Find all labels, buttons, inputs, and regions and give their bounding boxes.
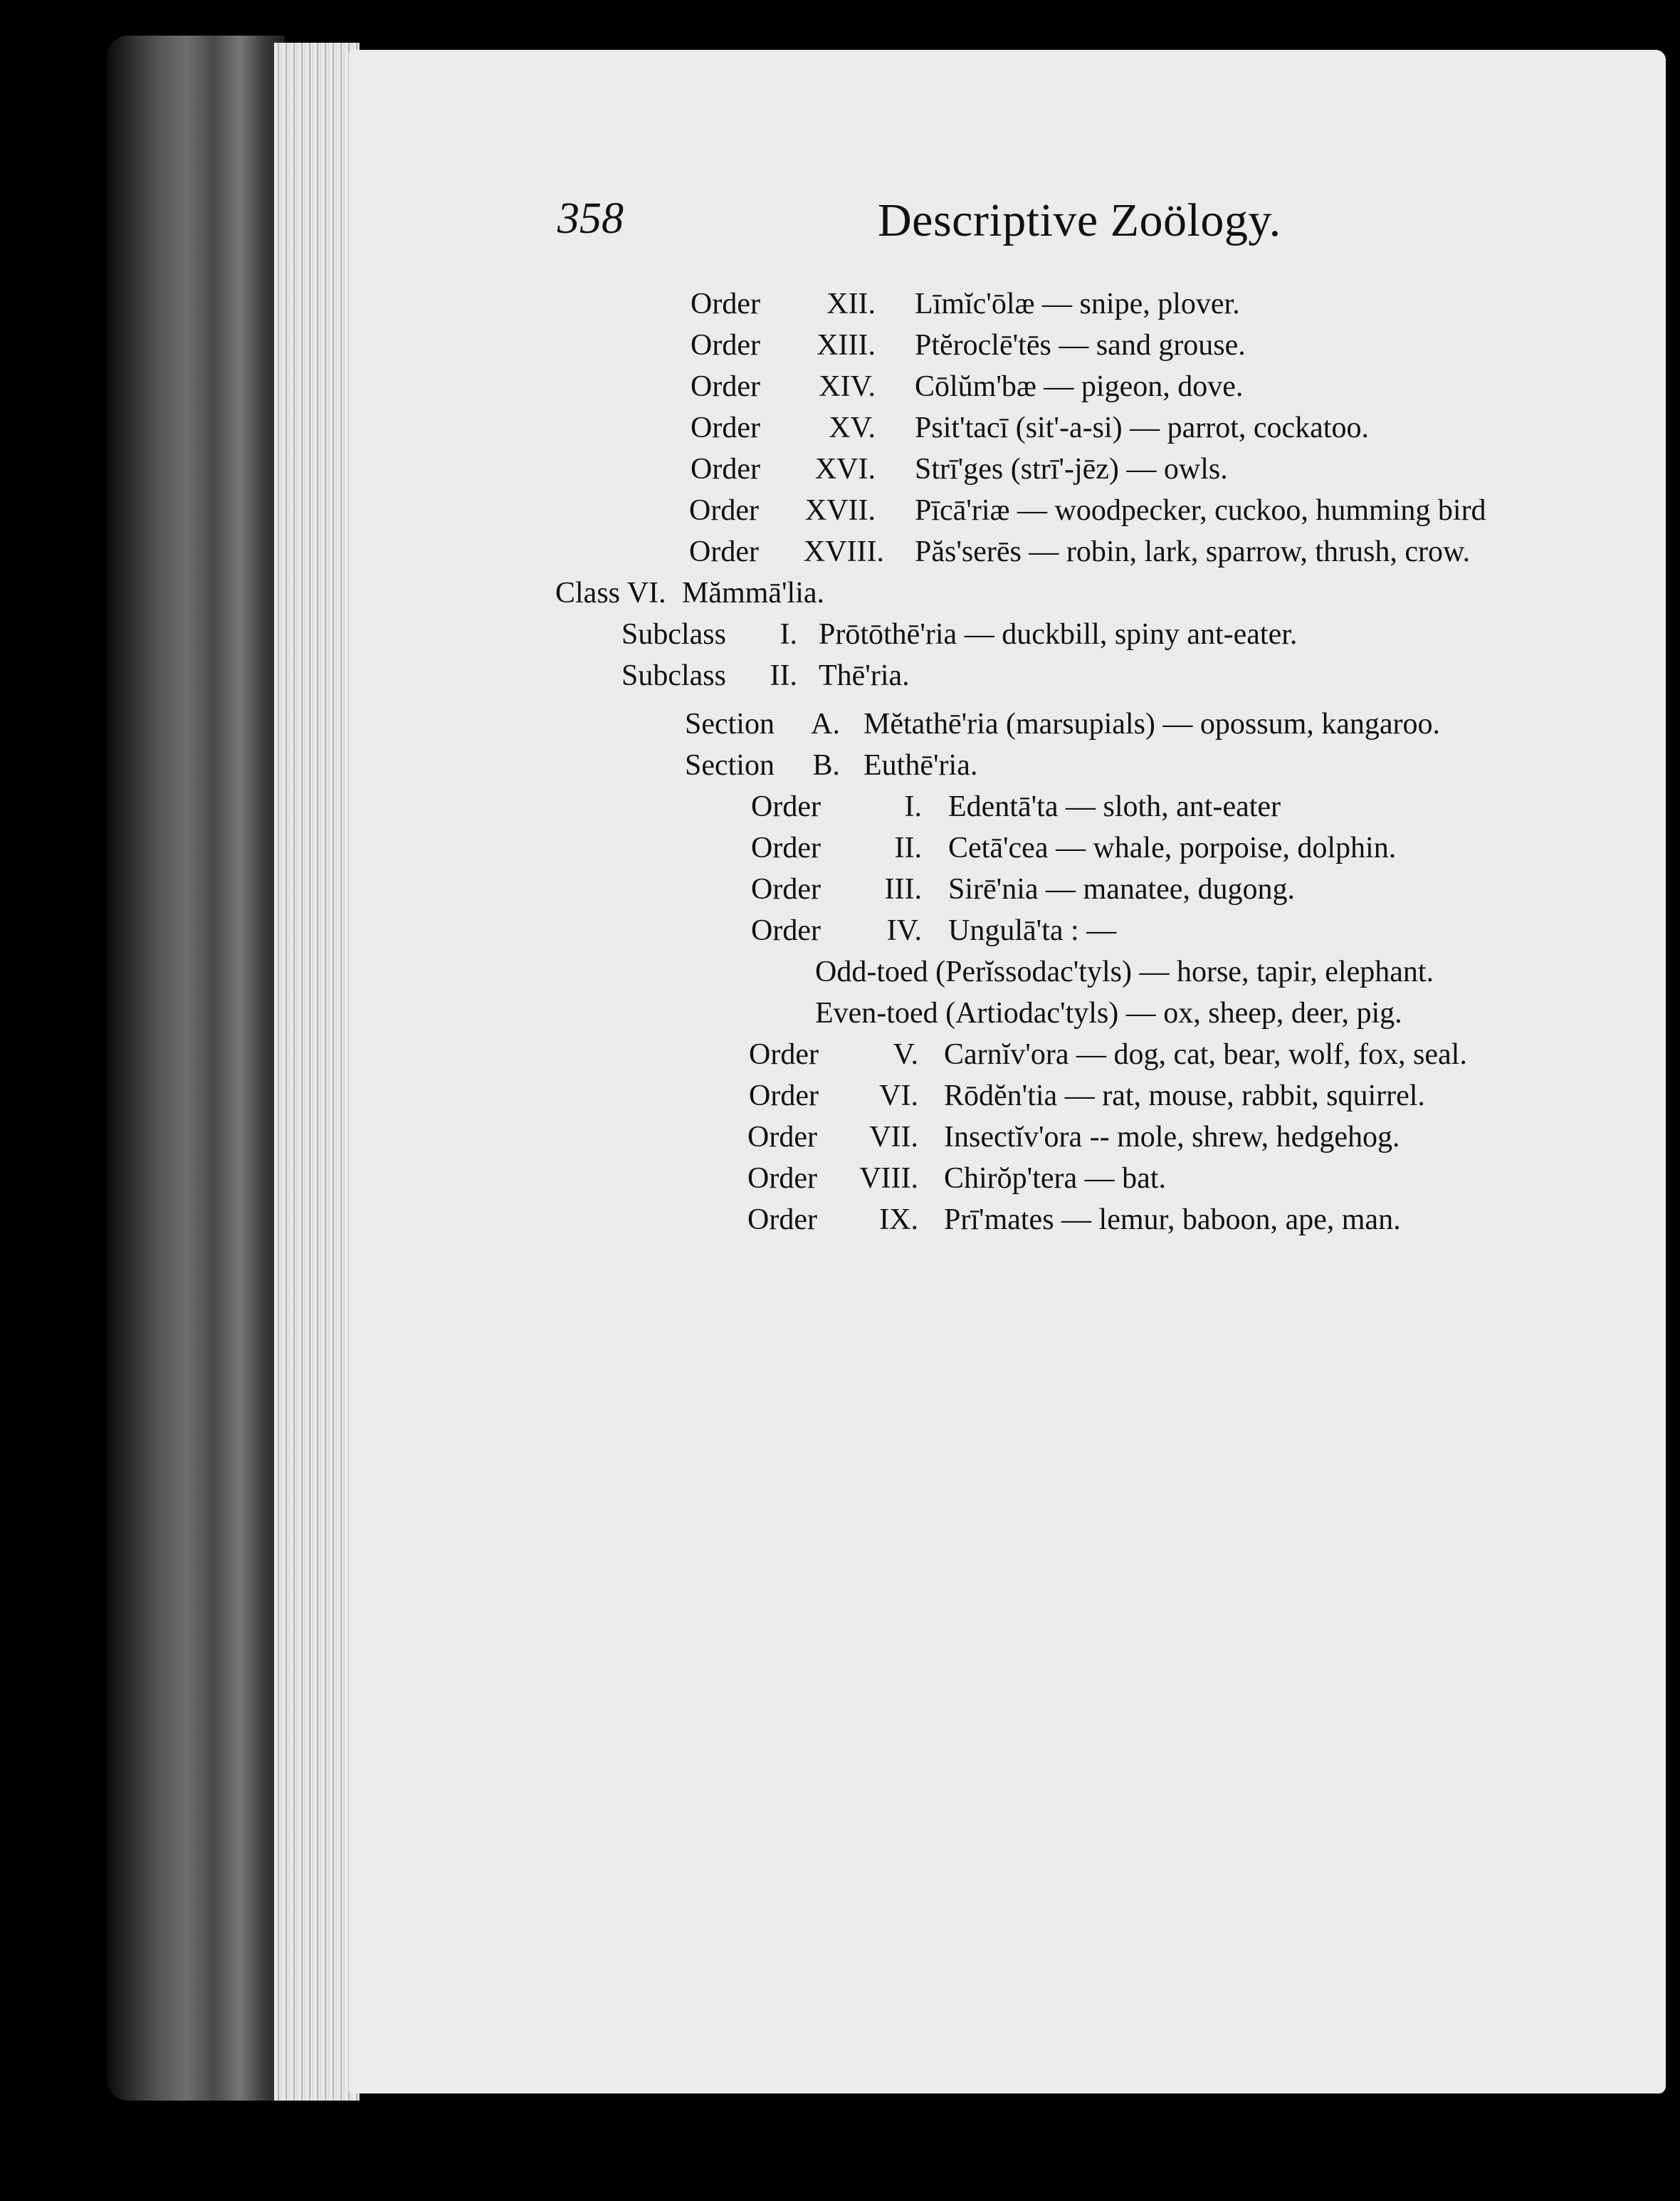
entry-label: Subclass [621, 659, 726, 692]
list-item [0, 788, 1680, 826]
entry-text: Euthē'ria. [863, 749, 978, 782]
entry-text: Carnĭv'ora — dog, cat, bear, wolf, fox, seal. [944, 1038, 1467, 1071]
entry-numeral: XII. [826, 288, 876, 320]
entry-label: Order [747, 1121, 817, 1154]
list-item [0, 574, 1680, 612]
entry-label: Order [751, 914, 821, 947]
entry-numeral: V. [893, 1038, 918, 1071]
entry-label: Subclass [621, 618, 726, 651]
entry-label: Order [689, 494, 759, 527]
entry-numeral: A. [811, 708, 840, 741]
entry-label: Order [749, 1079, 819, 1112]
entry-numeral: XVIII. [803, 535, 884, 568]
entry-numeral: XV. [829, 412, 876, 444]
entry-text: Chirŏp'tera — bat. [944, 1162, 1166, 1195]
list-item [0, 1077, 1680, 1115]
list-item [0, 911, 1680, 950]
list-item [0, 1118, 1680, 1156]
entry-label: Order [691, 329, 760, 362]
entry-numeral: XIII. [817, 329, 876, 362]
entry-text: Ungulā'ta : — [948, 914, 1117, 947]
entry-text: Mĕtathē'ria (marsupials) — opossum, kangaroo. [863, 708, 1441, 741]
entry-numeral: XIV. [819, 370, 876, 403]
entry-numeral: VIII. [859, 1162, 918, 1195]
entry-text: Pīcā'riæ — woodpecker, cuckoo, humming bird [915, 494, 1486, 527]
entry-text: Prī'mates — lemur, baboon, ape, man. [944, 1203, 1401, 1236]
entry-label: Order [689, 535, 759, 568]
list-item [0, 326, 1680, 365]
entry-label: Order [747, 1203, 817, 1236]
entry-numeral: B. [812, 749, 840, 782]
entry-numeral: I. [779, 618, 797, 651]
entry-numeral: VI. [879, 1079, 918, 1112]
entry-label: Class VI. [555, 577, 666, 610]
list-item [0, 1201, 1680, 1239]
entry-numeral: I. [904, 790, 922, 823]
entry-label: Order [751, 873, 821, 906]
entry-text: Psit'tacī (sit'-a-si) — parrot, cockatoo. [915, 412, 1369, 444]
list-item [0, 870, 1680, 909]
entry-label: Order [749, 1038, 819, 1071]
entry-text: Sirē'nia — manatee, dugong. [948, 873, 1295, 906]
entry-text: Strī'ges (strī'-jēz) — owls. [915, 453, 1228, 486]
list-item [0, 491, 1680, 530]
entry-text: Cōlŭm'bæ — pigeon, dove. [915, 370, 1244, 403]
list-item [0, 367, 1680, 406]
entry-text: Prōtōthē'ria — duckbill, spiny ant-eater. [819, 618, 1298, 651]
entry-label: Order [747, 1162, 817, 1195]
entry-label: Order [691, 288, 760, 320]
list-item [0, 994, 1680, 1032]
entry-label: Order [691, 412, 760, 444]
entry-text: Cetā'cea — whale, porpoise, dolphin. [948, 832, 1397, 864]
entry-text: Even-toed (Artiodac'tyls) — ox, sheep, deer, pig. [815, 997, 1402, 1030]
entry-label: Section [685, 749, 775, 782]
entry-numeral: IX. [879, 1203, 918, 1236]
list-item [0, 746, 1680, 785]
list-item [0, 1159, 1680, 1198]
entry-label: Order [751, 832, 821, 864]
entry-numeral: XVI. [814, 453, 876, 486]
entry-numeral: IV. [886, 914, 922, 947]
list-item [0, 705, 1680, 743]
running-title: Descriptive Zoölogy. [878, 194, 1281, 246]
entry-numeral: III. [884, 873, 922, 906]
entry-text: Păs'serēs — robin, lark, sparrow, thrush, crow. [915, 535, 1471, 568]
entry-text: Insectĭv'ora -- mole, shrew, hedgehog. [944, 1121, 1400, 1154]
list-item [0, 953, 1680, 991]
entry-text: Edentā'ta — sloth, ant-eater [948, 790, 1281, 823]
list-item [0, 829, 1680, 867]
entry-text: Rōdĕn'tia — rat, mouse, rabbit, squirrel. [944, 1079, 1425, 1112]
entry-numeral: II. [894, 832, 922, 864]
list-item [0, 409, 1680, 447]
entry-text: Thē'ria. [819, 659, 910, 692]
list-item [0, 657, 1680, 695]
entry-label: Order [691, 453, 760, 486]
entry-numeral: II. [770, 659, 797, 692]
list-item [0, 533, 1680, 571]
entry-label: Order [751, 790, 821, 823]
page-number: 358 [557, 194, 624, 243]
list-item [0, 615, 1680, 654]
entry-label: Section [685, 708, 775, 741]
entry-label: Order [691, 370, 760, 403]
list-item [0, 285, 1680, 323]
entry-text: Ptĕroclē'tēs — sand grouse. [915, 329, 1246, 362]
page-header [0, 194, 1680, 251]
entry-text: Mămmā'lia. [682, 577, 825, 610]
list-item [0, 450, 1680, 488]
entry-numeral: XVII. [804, 494, 876, 527]
entry-numeral: VII. [869, 1121, 918, 1154]
entry-text: Odd-toed (Perĭssodac'tyls) — horse, tapir, elephant. [815, 956, 1434, 988]
list-item [0, 1035, 1680, 1074]
entry-text: Līmĭc'ōlæ — snipe, plover. [915, 288, 1240, 320]
